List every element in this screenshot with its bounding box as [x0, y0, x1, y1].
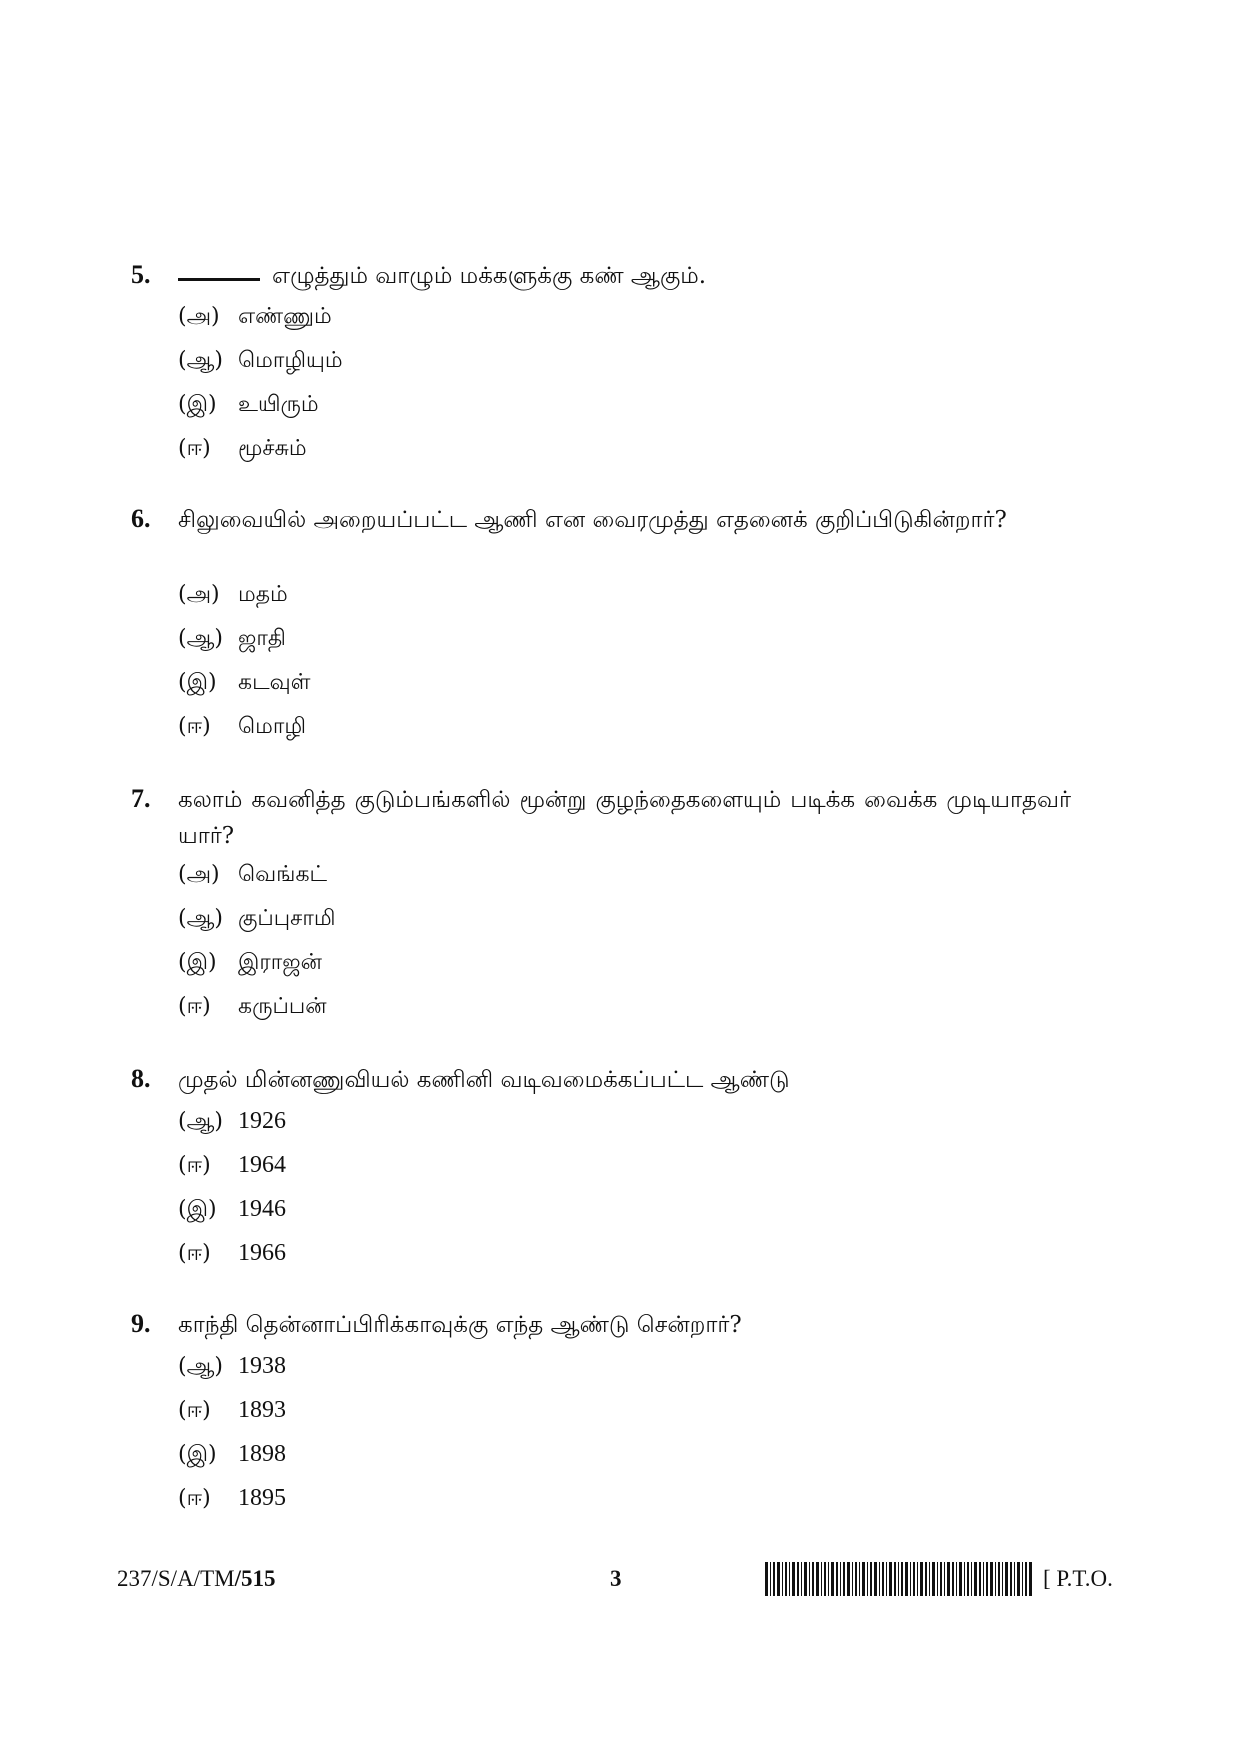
option-a	[178, 1351, 286, 1382]
option-b	[178, 624, 286, 654]
question-text: சிலுவையில் அறையப்பட்ட ஆணி என வைரமுத்து எதனைக் குறிப்பிடுகின்றார்?	[178, 507, 1007, 533]
question-number: 8.	[131, 1064, 151, 1093]
option-a	[178, 302, 332, 332]
option-label: (ஈ)	[178, 1398, 211, 1423]
option-label: (அ)	[178, 862, 220, 887]
option-c	[178, 1439, 286, 1470]
option-text: 1946	[238, 1196, 286, 1222]
option-text: குப்புசாமி	[238, 906, 336, 931]
option-label: (ஈ)	[178, 714, 211, 739]
fill-in-blank	[178, 278, 260, 281]
page-number: 3	[610, 1566, 622, 1591]
option-d	[178, 1483, 286, 1514]
option-label: (இ)	[178, 1442, 217, 1467]
option-text: 1893	[238, 1397, 286, 1423]
option-text: மதம்	[238, 582, 288, 607]
option-label: (ஈ)	[178, 994, 211, 1019]
option-text: மொழி	[238, 714, 306, 739]
option-b	[178, 346, 343, 376]
option-text: ஜாதி	[238, 626, 286, 651]
option-b	[178, 1395, 286, 1426]
paper-code-suffix: /515	[234, 1566, 276, 1591]
question-number: 7.	[131, 784, 151, 813]
option-d	[178, 434, 307, 464]
option-label: (ஈ)	[178, 436, 211, 461]
option-label: (ஆ)	[178, 348, 223, 373]
option-label: (ஆ)	[178, 1354, 223, 1379]
option-text: கருப்பன்	[238, 994, 327, 1019]
option-d	[178, 1238, 286, 1269]
option-text: வெங்கட்	[238, 862, 328, 887]
option-text: கடவுள்	[238, 670, 311, 695]
page-footer	[0, 1562, 1241, 1602]
option-d	[178, 712, 306, 742]
paper-code	[117, 1566, 275, 1592]
please-turn-over: [ P.T.O.	[1043, 1566, 1113, 1591]
option-label: (இ)	[178, 950, 217, 975]
option-label: (அ)	[178, 304, 220, 329]
option-label: (ஆ)	[178, 906, 223, 931]
option-text: உயிரும்	[238, 392, 319, 417]
option-a	[178, 580, 288, 610]
option-b	[178, 904, 336, 934]
question-text: காந்தி தென்னாப்பிரிக்காவுக்கு எந்த ஆண்டு சென்றார்?	[178, 1312, 742, 1338]
option-a	[178, 860, 327, 890]
option-text: எண்ணும்	[238, 304, 332, 329]
question-text: முதல் மின்னணுவியல் கணினி வடிவமைக்கப்பட்ட ஆண்டு	[178, 1067, 790, 1093]
option-b	[178, 1150, 286, 1181]
paper-code-prefix: 237/S/A/TM	[117, 1566, 235, 1591]
question-text: எழுத்தும் வாழும் மக்களுக்கு கண் ஆகும்.	[178, 258, 1071, 294]
option-text: 1898	[238, 1441, 286, 1467]
option-text: 1926	[238, 1108, 286, 1134]
option-text: மூச்சும்	[238, 436, 307, 461]
question-number: 9.	[131, 1309, 151, 1338]
option-text: 1938	[238, 1353, 286, 1379]
option-text: 1964	[238, 1152, 286, 1178]
option-c	[178, 390, 319, 420]
question-number: 5.	[131, 260, 151, 289]
option-text: 1966	[238, 1240, 286, 1266]
option-label: (ஈ)	[178, 1486, 211, 1511]
option-a	[178, 1106, 286, 1137]
option-c	[178, 948, 322, 978]
option-label: (இ)	[178, 392, 217, 417]
option-c	[178, 1194, 286, 1225]
option-label: (ஆ)	[178, 626, 223, 651]
option-text: இராஜன்	[238, 950, 322, 975]
option-d	[178, 992, 327, 1022]
barcode-image	[765, 1562, 1033, 1596]
option-text: 1895	[238, 1485, 286, 1511]
option-label: (ஆ)	[178, 1109, 223, 1134]
option-label: (அ)	[178, 582, 220, 607]
option-label: (இ)	[178, 670, 217, 695]
option-label: (ஈ)	[178, 1241, 211, 1266]
question-text: கலாம் கவனித்த குடும்பங்களில் மூன்று குழந்தைகளையும் படிக்க வைக்க முடியாதவர் யார்?	[178, 787, 1071, 849]
question-number: 6.	[131, 504, 151, 533]
option-label: (இ)	[178, 1197, 217, 1222]
option-c	[178, 668, 311, 698]
option-label: (ஈ)	[178, 1153, 211, 1178]
option-text: மொழியும்	[238, 348, 343, 373]
